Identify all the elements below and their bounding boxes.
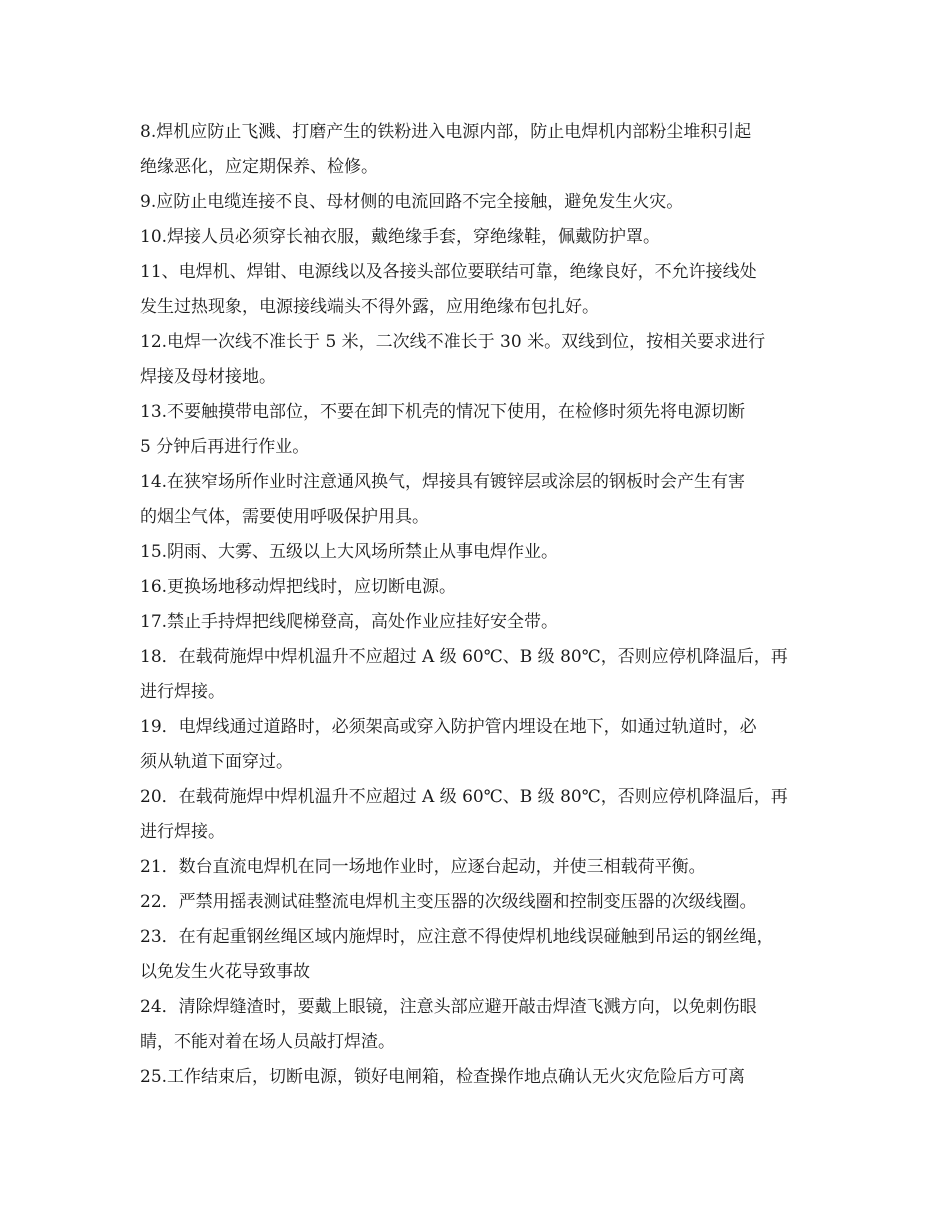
text-line: 睛，不能对着在场人员敲打焊渣。 [140,1032,395,1052]
text-line: 20．在载荷施焊中焊机温升不应超过 A 级 60℃、B 级 80℃，否则应停机降温后，再 [140,787,788,807]
text-line: 17.禁止手持焊把线爬梯登高，高处作业应挂好安全带。 [140,612,559,632]
text-line: 以免发生火花导致事故 [140,962,310,982]
text-line: 的烟尘气体，需要使用呼吸保护用具。 [140,507,429,527]
text-line: 16.更换场地移动焊把线时，应切断电源。 [140,577,457,597]
text-line: 9.应防止电缆连接不良、母材侧的电流回路不完全接触，避免发生火灾。 [140,192,684,212]
text-line: 绝缘恶化，应定期保养、检修。 [140,157,378,177]
text-line: 15.阴雨、大雾、五级以上大风场所禁止从事电焊作业。 [140,542,559,562]
text-line: 焊接及母材接地。 [140,367,276,387]
text-line: 14.在狭窄场所作业时注意通风换气，焊接具有镀锌层或涂层的钢板时会产生有害 [140,472,746,492]
text-line: 10.焊接人员必须穿长袖衣服，戴绝缘手套，穿绝缘鞋，佩戴防护罩。 [140,227,661,247]
text-line: 21．数台直流电焊机在同一场地作业时，应逐台起动，并使三相载荷平衡。 [140,857,706,877]
text-line: 8.焊机应防止飞溅、打磨产生的铁粉进入电源内部，防止电焊机内部粉尘堆积引起 [140,122,752,142]
text-line: 进行焊接。 [140,682,225,702]
text-line: 5 分钟后再进行作业。 [140,437,310,457]
text-line: 23．在有起重钢丝绳区域内施焊时，应注意不得使焊机地线误碰触到吊运的钢丝绳， [140,927,774,947]
text-line: 13.不要触摸带电部位，不要在卸下机壳的情况下使用，在检修时须先将电源切断 [140,402,746,422]
text-line: 须从轨道下面穿过。 [140,752,293,772]
text-line: 进行焊接。 [140,822,225,842]
text-line: 22．严禁用摇表测试硅整流电焊机主变压器的次级线圈和控制变压器的次级线圈。 [140,892,757,912]
text-line: 24．清除焊缝渣时，要戴上眼镜，注意头部应避开敲击焊渣飞溅方向，以免刺伤眼 [140,997,757,1017]
text-line: 发生过热现象，电源接线端头不得外露，应用绝缘布包扎好。 [140,297,599,317]
text-line: 11、电焊机、焊钳、电源线以及各接头部位要联结可靠，绝缘良好，不允许接线处 [140,262,757,282]
text-line: 18．在载荷施焊中焊机温升不应超过 A 级 60℃、B 级 80℃，否则应停机降温后，再 [140,647,788,667]
text-line: 19．电焊线通过道路时，必须架高或穿入防护管内埋设在地下，如通过轨道时，必 [140,717,757,737]
text-line: 12.电焊一次线不准长于 5 米，二次线不准长于 30 米。双线到位，按相关要求进行 [140,332,766,352]
text-line: 25.工作结束后，切断电源，锁好电闸箱，检查操作地点确认无火灾危险后方可离 [140,1067,746,1087]
document-body [140,115,835,1095]
